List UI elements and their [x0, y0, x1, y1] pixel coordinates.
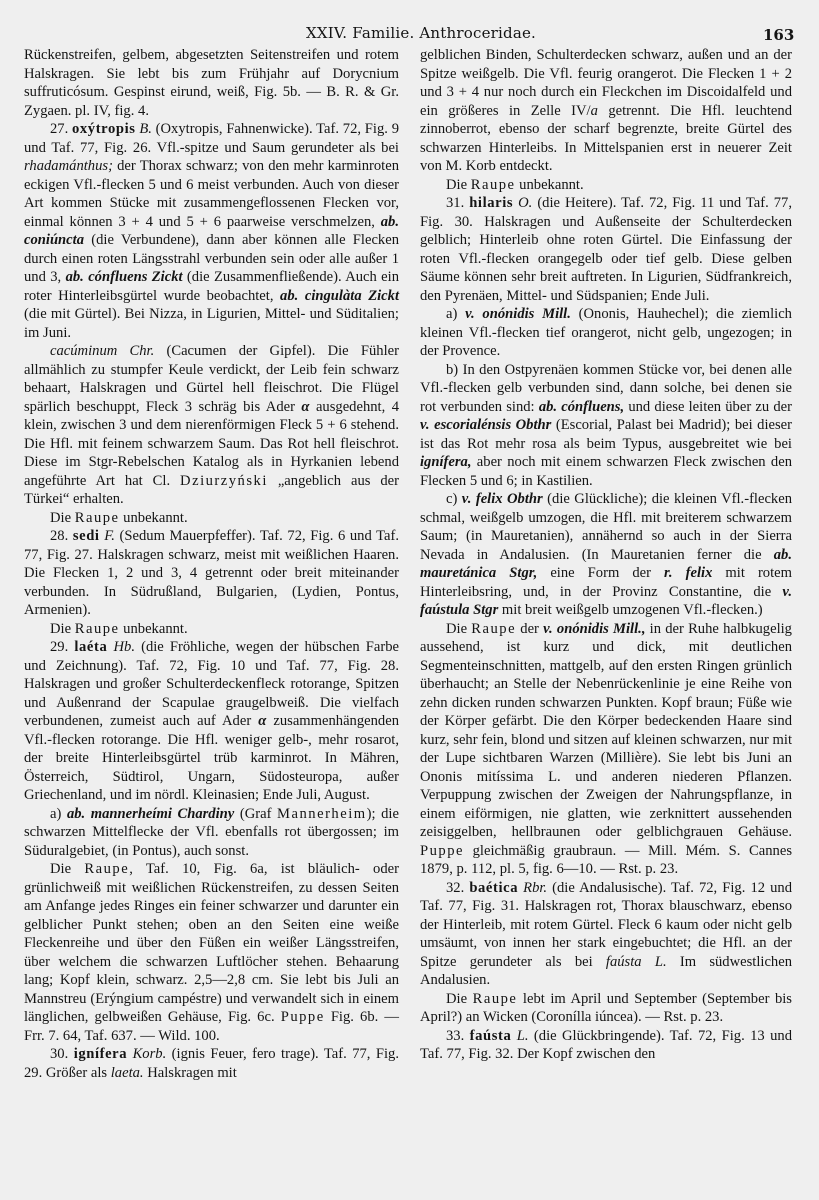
text-run: v. faústula Stgr [420, 583, 792, 618]
text-run: b) In den Ostpyrenäen kommen Stücke vor, bei denen alle Vfl.-flecken gelb verbunden sind, dann solche, bei denen sie rot verbunden sind: [420, 361, 792, 415]
text-run: Im südwestlichen Andalusien. [420, 953, 792, 988]
text-run: (die mit Gürtel). Bei Nizza, in Ligurien, Mittel- und Süditalien; im Juni. [24, 306, 399, 341]
text-run: unbekannt. [119, 620, 188, 637]
text-run: Raupe [84, 861, 130, 877]
text-run: 30. [50, 1046, 74, 1062]
paragraph [420, 490, 792, 620]
text-run: v. onónidis Mill. [465, 306, 571, 322]
text-run: ab. mannerheími Chardiny [66, 805, 235, 822]
text-run: α [301, 398, 310, 415]
text-run: 27. [50, 121, 73, 137]
text-run: Die [50, 861, 85, 877]
text-run: (Graf [234, 805, 278, 822]
text-run: r. felix [664, 565, 713, 581]
text-run: eine Form der [537, 565, 665, 581]
text-run: Die [50, 509, 75, 526]
text-run: ); die schwarzen Mittelflecke der Vfl. ebenfalls rot übergossen; im Süduralgebiet, (in Pontus), auch sonst. [24, 805, 399, 859]
species-name: ignífera [73, 1046, 128, 1062]
species-name: faústa [469, 1027, 512, 1044]
text-run: Puppe [280, 1009, 325, 1025]
text-run: Raupe [74, 620, 120, 637]
text-run: Fig. 6b. — Frr. 7. 64, Taf. 637. — Wild. 100. [24, 1009, 400, 1044]
text-run: 28. [50, 528, 73, 544]
paragraph [420, 194, 792, 305]
text-run: (Cacumen der Gipfel). Die Fühler allmählich zu stumpfer Keule verdickt, der Leib fein schwarz behaart, Halskragen und Gürtel hell fleischrot. Die Flügel spärlich beschuppt, Fleck 3 schräg bis Ader [24, 343, 399, 415]
text-run: a) [446, 306, 466, 322]
text-run: laeta. [110, 1064, 144, 1081]
paragraph [420, 361, 792, 491]
text-run: Die [446, 176, 471, 193]
text-run: v. felix Obthr [461, 491, 543, 507]
species-name: baética [469, 879, 519, 896]
text-run: B. [139, 121, 152, 137]
text-run: (die Glückbringende). Taf. 72, Fig. 13 und Taf. 77, Fig. 32. Der Kopf zwischen den [420, 1027, 792, 1062]
paragraph [24, 620, 399, 639]
text-run: der Thorax schwarz; von den mehr karminroten eckigen Vfl.-flecken 5 und 6 meist verbunden. Auch von dieser Art kommen Stücke mit zusammengeflossenen Flecken vor, einmal können 3 + 4 und 5 + 6 paarweise verschmelzen, [24, 158, 399, 230]
text-run: Rückenstreifen, gelbem, abgesetzten Seitenstreifen und rotem Halskragen. Sie lebt bis zum Frühjahr auf Dorycnium suffruticósum. Gespinst eirund, weiß, Fig. 5b. — B. R. & Gr. Zygaen. pl. IV, fig. 4. [24, 47, 399, 119]
text-run: O. [518, 195, 533, 211]
text-run: unbekannt. [119, 509, 188, 526]
text-run: F. [104, 528, 115, 544]
species-name: laéta [74, 639, 108, 655]
running-title: XXIV. Familie. Anthroceridae. [306, 24, 537, 42]
text-run: Die [446, 990, 473, 1007]
text-run: ignífera, [420, 454, 472, 470]
text-run: Rbr. [523, 879, 548, 896]
text-run: (die Andalusische). Taf. 72, Fig. 12 und Taf. 77, Fig. 31. Halskragen rot, Thorax blauschwarz, ebenso der Hinterleib, mit rotem Gürtel. Fleck 6 kaum oder nicht gelb umsäumt, von innen her stark eingebuchtet; die Hfl. an der Spitze gerundeter als bei [420, 879, 792, 970]
paragraph [24, 120, 399, 342]
text-run: zusammenhängenden Vfl.-flecken rotorange. Die Hfl. weniger gelb-, mehr rosarot, der breite Hinterleibsgürtel trüb karminrot. In Mähren, Österreich, Südtirol, Ungarn, Südosteuropa, außer Griechenland, und im nördl. Kleinasien; Ende Juli, August. [24, 713, 399, 803]
text-run: ab. mauretánica Stgr, [420, 546, 792, 581]
text-run: mit rotem Hinterleibsring, und, in der Provinz Constantine, die [420, 565, 792, 600]
text-run: (die Verbundene), dann aber können alle Flecken durch einen roten Längsstrahl verbunden sein oder alle außer 1 und 3, [24, 232, 399, 285]
text-run: 32. [446, 879, 470, 896]
text-run: ab. cingulàta Zickt [280, 287, 399, 304]
text-run: 33. [446, 1027, 470, 1044]
text-run: der [516, 620, 544, 637]
left-text-column [24, 46, 399, 1082]
text-run: (Escorial, Palast bei Madrid); bei dieser ist das Rot mehr rosa als beim Typus, ausgebreitet wie bei [420, 417, 793, 452]
text-run: (Oxytropis, Fahnenwicke). Taf. 72, Fig. 9 und Taf. 77, Fig. 26. Vfl.-spitze und Saum gerundeter als bei [24, 121, 399, 156]
text-run: gleichmäßig graubraun. — Mill. Mém. S. Cannes 1879, p. 112, pl. 5, fig. 6—10. — Rst. p. 23. [420, 842, 792, 877]
text-run: ab. coniúncta [24, 213, 399, 248]
text-run: in der Ruhe halbkugelig aussehend, ist kurz und dick, mit deutlichen Segmenteinschnitten, mattgelb, auf den ersten Ringen grünlich überhaucht; an Stelle der Nebenrückenlinie je eine Reihe von zehn dicken runden schwarzen Punkten. Kopf braun; Füße wie der Körper gefärbt. Die den Körper bedeckenden Haare sind kurz, sehr fein, blond und sitzen auf kleinen schwarzen, nur mit der Lupe sichtbaren Warzen (Millière). Sie lebt bis Juni an Ononis mitíssima L. und anderen niederen Pflanzen. Verpuppung zwischen der Zweigen der Nahrungspflanze, in einem eiförmigen, nie glatten, wie zerknittert aussehenden zeisiggelben, hellbraunen oder gelblichgrauen Gehäuse. [420, 620, 792, 840]
text-run: ab. cónfluens Zickt [65, 269, 183, 285]
species-name: hilaris [469, 195, 514, 211]
species-name: oxýtropis [72, 121, 136, 137]
paragraph [420, 990, 792, 1027]
text-run: ausgedehnt, 4 klein, zwischen 3 und dem nierenförmigen Fleck 5 + 6 stehend. Die Hfl. mit feinem schwarzem Saum. Das Rot hell fleischrot. Diese im Stgr-Rebelschen Katalog als in Hyrkanien lebend angeführte Art hat Cl. [24, 398, 399, 489]
text-run: Puppe [420, 842, 464, 859]
paragraph [24, 638, 399, 805]
text-run: c) [446, 491, 462, 507]
paragraph [24, 527, 399, 620]
text-run: cacúminum Chr. [50, 343, 155, 359]
text-run: rhadamánthus; [24, 158, 113, 174]
text-run: lebt im April und September (September bis April?) an Wicken (Coronílla iúncea). — Rst. p. 23. [420, 990, 792, 1025]
paragraph [24, 1045, 399, 1082]
text-run: Korb. [132, 1046, 167, 1062]
text-run: (Ononis, Hauhechel); die ziemlich kleinen Vfl.-flecken tief orangerot, nicht gelb, ungezogen; in der Provence. [420, 306, 792, 359]
text-run: (die Heitere). Taf. 72, Fig. 11 und Taf. 77, Fig. 30. Halskragen und Außenseite der Schulterdecken gelblich; Hinterleib ohne roten Gürtel. Die Einfassung der roten Vfl.-flecken orangegelb oder tief gelb. Diese gelben Säume können sehr breit auftreten. In Ligurien, Südfrankreich, den Pyrenäen, Mittel- und Südspanien; Ende Juli. [420, 195, 792, 304]
text-run: ab. cónfluens, [538, 398, 625, 415]
paragraph [24, 342, 399, 509]
text-run: Raupe [74, 509, 120, 526]
text-run: 31. [446, 195, 470, 211]
text-run: Raupe [472, 990, 518, 1007]
text-run: „angeblich aus der Türkei“ erhalten. [24, 472, 399, 507]
text-run: (die Glückliche); die kleinen Vfl.-flecken schmal, weißgelb umzogen, die Hfl. mit breiterem schwarzem Saum; (in Mauretanien), annähernd so auch in der Sierra Nevada in Andalusien. (In Mauretanien ferner die [420, 491, 793, 563]
right-text-column [420, 46, 792, 1064]
paragraph [24, 509, 399, 528]
paragraph [420, 1027, 792, 1064]
text-run: (Sedum Mauerpfeffer). Taf. 72, Fig. 6 und Taf. 77, Fig. 27. Halskragen schwarz, meist mit weißlichen Haaren. Die Flecken 1, 2 und 3, 4 getrennt oder breit miteinander verbunden. In Südrußland, Bulgarien, (Lydien, Pontus, Armenien). [24, 528, 400, 618]
text-run: Raupe [470, 176, 516, 193]
text-run: mit breit weißgelb umzogenen Vfl.-flecken.) [498, 602, 763, 618]
species-name: sedi [72, 528, 100, 544]
text-run: Halskragen mit [143, 1064, 237, 1081]
text-run: aber noch mit einem schwarzen Fleck zwischen den Flecken 5 und 6; in Kastilien. [420, 454, 792, 489]
paragraph [420, 305, 792, 361]
page-header [0, 18, 819, 44]
paragraph [24, 860, 399, 1045]
page-number: 163 [763, 26, 795, 44]
text-run: Die [446, 620, 472, 637]
paragraph [420, 176, 792, 195]
text-run: (die Fröhliche, wegen der hübschen Farbe und Zeichnung). Taf. 72, Fig. 10 und Taf. 77, Fig. 28. Halskragen und großer Schulterdeckenfleck rotorange, Spitzen und Außenrand der Scapulae graugelbweiß. Die vielfach verbundenen, zumeist auch auf Ader [24, 639, 400, 729]
text-run: Dziurzyński [180, 472, 268, 489]
text-run: v. escorialénsis Obthr [420, 417, 552, 433]
text-run: Raupe [471, 620, 517, 637]
paragraph [420, 620, 792, 879]
paragraph [24, 805, 399, 861]
text-run: Die [50, 620, 75, 637]
text-run: (ignis Feuer, fero trage). Taf. 77, Fig. 29. Größer als [24, 1046, 400, 1081]
text-run: L. [516, 1027, 529, 1044]
text-run: faústa L. [605, 953, 667, 970]
text-run: , Taf. 10, Fig. 6a, ist bläulich- oder grünlichweiß mit weißlichen Rückenstreifen, zu dessen Seiten am Anfange jedes Ringes ein feiner schwarzer und darunter ein gelblicher Punkt stehen; oben an den Seiten eine weiße Fleckenreihe und über den Füßen ein weißer Längsstreifen, über welchem die schwarzen Luftlöcher stehen. Behaarung lang; Kopf klein, schwarz. 2,5—2,8 cm. Sie lebt bis Juli an Mannstreu (Erýngium campéstre) und verwandelt sich in einem länglichen, gelbweißen Gehäuse, Fig. 6c. [24, 861, 399, 1025]
text-run: getrennt. Die Hfl. leuchtend zinnoberrot, ebenso der scharf begrenzte, breite Gürtel des schwarzen Hinterleibs. In Mittelspanien erst in neuerer Zeit von M. Korb entdeckt. [420, 102, 792, 174]
text-run: α [258, 713, 267, 729]
text-run: a [590, 102, 598, 119]
text-run: gelblichen Binden, Schulterdecken schwarz, außen und an der Spitze weißgelb. Die Vfl. feurig orangerot. Die Flecken 1 + 2 und 3 + 4 nur noch durch ein Fleckchen im Discoidalfeld und ein größeres in Zelle IV/ [420, 47, 792, 119]
text-run: unbekannt. [515, 176, 584, 193]
text-run: (die Zusammenfließende). Auch ein roter Hinterleibsgürtel wurde beobachtet, [24, 269, 399, 304]
text-run: 29. [50, 639, 75, 655]
paragraph [24, 46, 399, 120]
text-run: a) [50, 805, 67, 822]
text-run: und diese leiten über zu der [624, 398, 793, 415]
text-run: Hb. [113, 639, 135, 655]
text-run: v. onónidis Mill., [543, 620, 646, 637]
text-run: Mannerheim [277, 805, 367, 822]
paragraph [420, 879, 792, 990]
paragraph [420, 46, 792, 176]
